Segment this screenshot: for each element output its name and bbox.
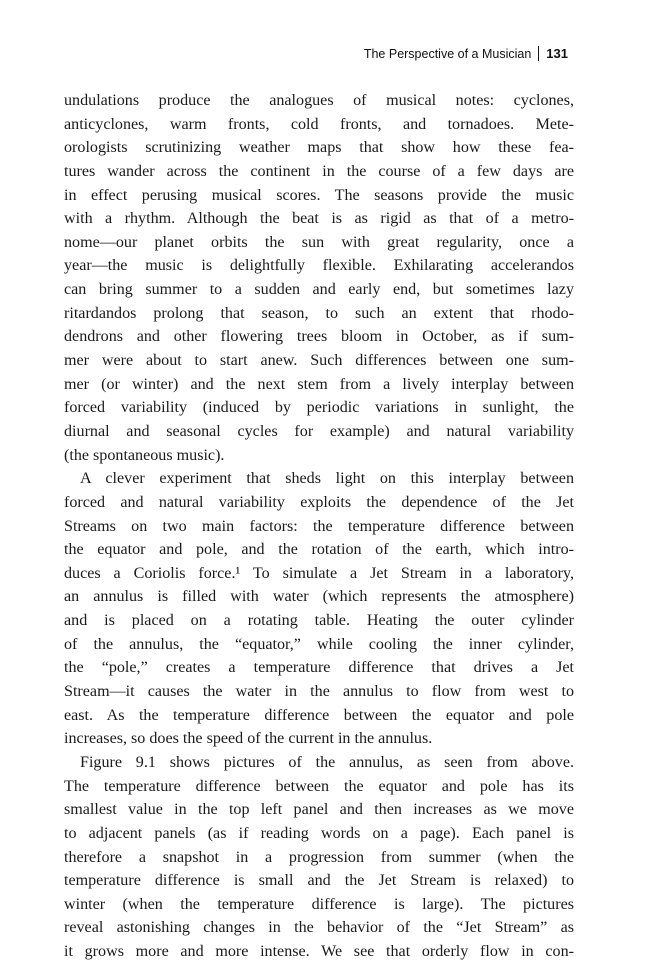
text-line: east. As the temperature difference between the equator and pole — [64, 706, 574, 724]
text-line: orologists scrutinizing weather maps that show how these fea- — [64, 139, 574, 157]
text-line: undulations produce the analogues of musical notes: cyclones, — [64, 92, 574, 109]
text-line: in effect perusing musical scores. The seasons provide the music — [64, 186, 574, 204]
text-line: can bring summer to a sudden and early end, but sometimes lazy — [64, 281, 574, 299]
text-line: duces a Coriolis force.¹ To simulate a Jet Stream in a laboratory, — [64, 564, 574, 582]
text-line: an annulus is filled with water (which represents the atmosphere) — [64, 588, 574, 606]
text-line: with a rhythm. Although the beat is as rigid as that of a metro- — [64, 210, 574, 228]
text-line: (the spontaneous music). — [64, 446, 225, 464]
text-line: mer (or winter) and the next stem from a lively interplay between — [64, 375, 574, 393]
text-line: diurnal and seasonal cycles for example) and natural variability — [64, 422, 574, 440]
text-line: winter (when the temperature difference is large). The pictures — [64, 895, 574, 913]
text-line: smallest value in the top left panel and then increases as we move — [64, 801, 574, 819]
text-line: mer were about to start anew. Such differences between one sum- — [64, 352, 574, 370]
running-title: The Perspective of a Musician — [363, 46, 532, 61]
text-line: year—the music is delightfully flexible. Exhilarating accelerandos — [64, 257, 574, 275]
text-line: The temperature difference between the equator and pole has its — [64, 777, 574, 795]
text-line: dendrons and other flowering trees bloom in October, as if sum- — [64, 328, 574, 346]
text-line: the “pole,” creates a temperature difference that drives a Jet — [64, 659, 574, 677]
text-line: anticyclones, warm fronts, cold fronts, and tornadoes. Mete- — [64, 115, 574, 133]
text-line: ritardandos prolong that season, to such an extent that rhodo- — [64, 304, 574, 322]
text-line: Stream—it causes the water in the annulus to flow from west to — [64, 683, 574, 701]
header-divider — [538, 46, 539, 61]
body-text — [64, 89, 574, 964]
text-line: it grows more and more intense. We see that orderly flow in con- — [64, 943, 574, 961]
text-line: reveal astonishing changes in the behavior of the “Jet Stream” as — [64, 919, 574, 937]
text-line: tures wander across the continent in the course of a few days are — [64, 162, 574, 180]
text-line: the equator and pole, and the rotation of the earth, which intro- — [64, 541, 574, 559]
text-line: increases, so does the speed of the current in the annulus. — [64, 730, 433, 748]
text-line: Streams on two main factors: the temperature difference between — [64, 517, 574, 535]
text-line: forced and natural variability exploits the dependence of the Jet — [64, 493, 574, 511]
text-line: A clever experiment that sheds light on this interplay between — [80, 470, 574, 488]
text-line: Figure 9.1 shows pictures of the annulus, as seen from above. — [80, 753, 574, 771]
text-line: forced variability (induced by periodic variations in sunlight, the — [64, 399, 574, 417]
text-line: and is placed on a rotating table. Heating the outer cylinder — [64, 612, 574, 630]
page-number: 131 — [546, 46, 568, 61]
paragraph-1 — [64, 89, 574, 467]
text-line: therefore a snapshot in a progression from summer (when the — [64, 848, 574, 866]
text-line: nome—our planet orbits the sun with great regularity, once a — [64, 233, 574, 251]
paragraph-2 — [64, 467, 574, 751]
text-line: temperature difference is small and the Jet Stream is relaxed) to — [64, 872, 574, 890]
paragraph-3 — [64, 751, 574, 964]
text-line: to adjacent panels (as if reading words on a page). Each panel is — [64, 824, 574, 842]
text-line: of the annulus, the “equator,” while cooling the inner cylinder, — [64, 635, 574, 653]
running-head — [364, 46, 568, 61]
